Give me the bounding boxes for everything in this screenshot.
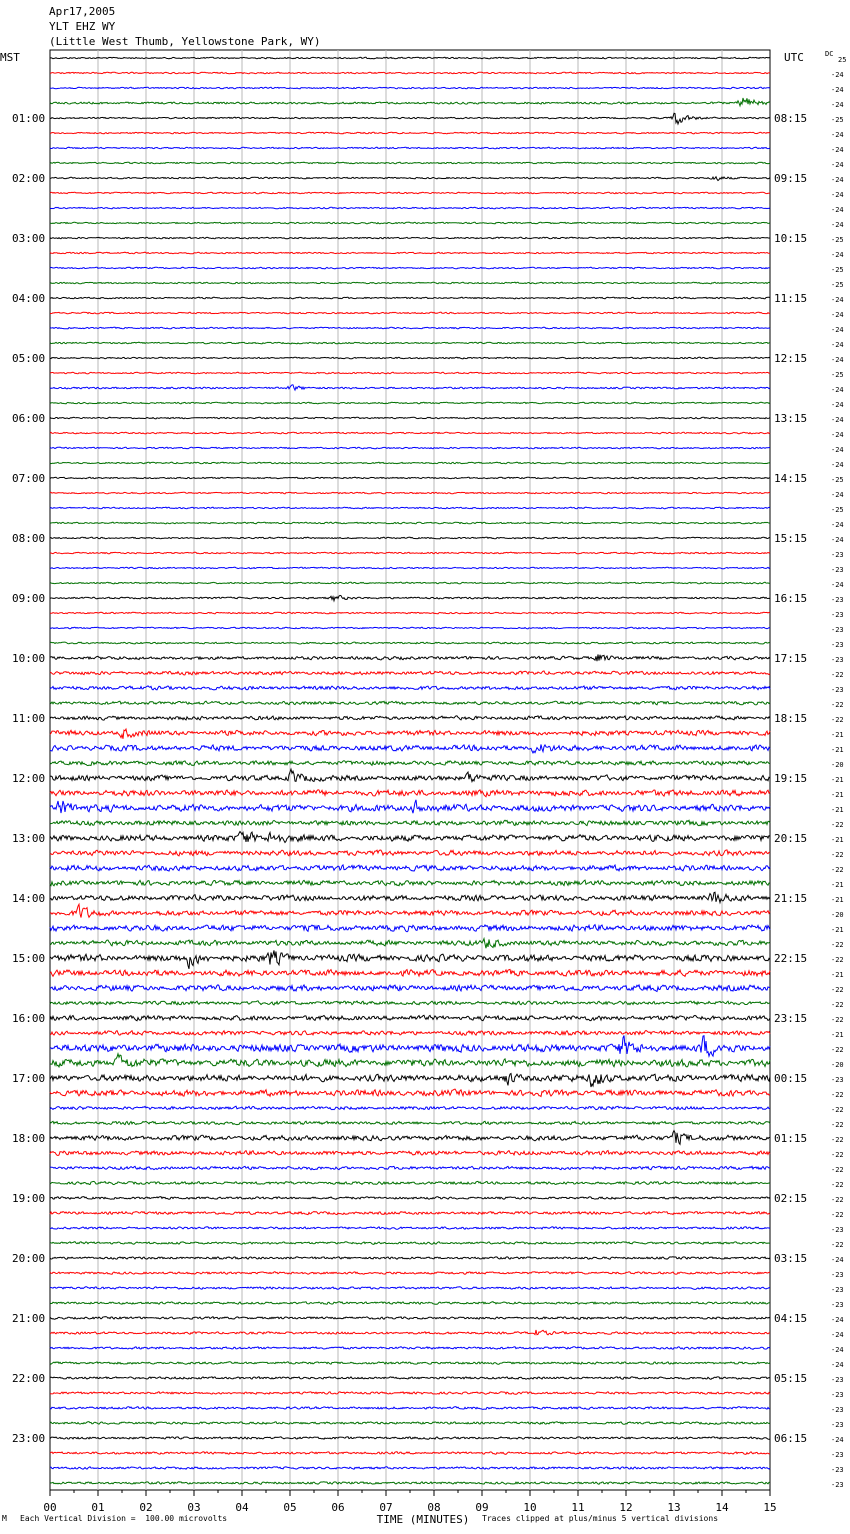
- trace-row-92: [50, 1437, 770, 1440]
- trace-row-9: [50, 192, 770, 194]
- seismic-traces: [50, 57, 770, 1484]
- trace-row-5: [50, 132, 770, 134]
- trace-row-77: [50, 1212, 770, 1215]
- dc-offset-label: -22: [831, 1181, 844, 1189]
- mst-hour-label: 22:00: [12, 1372, 46, 1385]
- mst-hour-label: 02:00: [12, 172, 46, 185]
- dc-offset-label: -24: [831, 491, 844, 499]
- trace-row-26: [50, 447, 770, 449]
- trace-row-90: [50, 1407, 770, 1410]
- mst-hour-label: 18:00: [12, 1132, 46, 1145]
- dc-offset-label: -23: [831, 686, 844, 694]
- dc-offset-label: -22: [831, 1196, 844, 1204]
- trace-row-29: [50, 492, 770, 494]
- trace-row-1: [50, 72, 770, 74]
- trace-row-31: [50, 522, 770, 524]
- trace-row-49: [50, 790, 770, 797]
- dc-offset-label: -25: [831, 476, 844, 484]
- trace-row-17: [50, 312, 770, 314]
- dc-offset-label: -24: [831, 296, 844, 304]
- mst-hour-label: 16:00: [12, 1012, 46, 1025]
- trace-row-2: [50, 87, 770, 89]
- dc-offset-label: -21: [831, 806, 844, 814]
- trace-row-20: [50, 357, 770, 359]
- dc-offset-label: -21: [831, 791, 844, 799]
- trace-row-80: [50, 1257, 770, 1259]
- dc-offset-label: -23: [831, 656, 844, 664]
- dc-offset-label: -21: [831, 896, 844, 904]
- trace-row-38: [50, 627, 770, 629]
- trace-row-32: [50, 537, 770, 539]
- trace-row-62: [50, 985, 770, 992]
- trace-row-28: [50, 477, 770, 479]
- dc-offset-label: -24: [831, 311, 844, 319]
- dc-offset-label: -24: [831, 221, 844, 229]
- trace-row-43: [50, 701, 770, 705]
- dc-offset-label: -22: [831, 866, 844, 874]
- dc-offset-label: -22: [831, 1166, 844, 1174]
- trace-row-95: [50, 1482, 770, 1485]
- utc-hour-label: 20:15: [774, 832, 808, 845]
- trace-row-33: [50, 552, 770, 554]
- trace-row-45: [50, 729, 770, 739]
- utc-hour-label: 01:15: [774, 1132, 808, 1145]
- trace-row-60: [50, 950, 770, 968]
- trace-row-72: [50, 1131, 770, 1145]
- dc-offset-label: -24: [831, 1316, 844, 1324]
- trace-row-67: [50, 1054, 770, 1067]
- trace-row-85: [50, 1330, 770, 1335]
- trace-row-57: [50, 904, 770, 917]
- utc-hour-label: 00:15: [774, 1072, 808, 1085]
- x-axis-title: TIME (MINUTES): [376, 1513, 470, 1526]
- dc-offset-label: -23: [831, 1481, 844, 1489]
- x-tick-label: 01: [91, 1501, 105, 1514]
- utc-hour-label: 11:15: [774, 292, 808, 305]
- dc-offset-label: -24: [831, 1361, 844, 1369]
- trace-row-4: [50, 113, 770, 124]
- dc-offset-label: -22: [831, 1211, 844, 1219]
- trace-row-56: [50, 892, 770, 902]
- dc-offset-label: -25: [831, 266, 844, 274]
- x-tick-label: 13: [667, 1501, 681, 1514]
- trace-row-37: [50, 612, 770, 614]
- dc-offset-label: -24: [831, 416, 844, 424]
- trace-row-91: [50, 1422, 770, 1425]
- mst-hour-label: 08:00: [12, 532, 46, 545]
- trace-row-93: [50, 1452, 770, 1455]
- mst-hour-label: 14:00: [12, 892, 46, 905]
- x-tick-label: 02: [139, 1501, 153, 1514]
- trace-row-50: [50, 800, 770, 813]
- trace-row-23: [50, 402, 770, 404]
- trace-row-42: [50, 686, 770, 690]
- dc-offset-label: -22: [831, 1136, 844, 1144]
- dc-offset-label: -22: [831, 1121, 844, 1129]
- trace-row-13: [50, 252, 770, 254]
- x-tick-label: 11: [571, 1501, 585, 1514]
- dc-offset-label: -21: [831, 1031, 844, 1039]
- dc-offset-label: -23: [831, 1406, 844, 1414]
- dc-offset-label: -25: [831, 116, 844, 124]
- trace-row-63: [50, 1001, 770, 1005]
- dc-offset-label: -25: [831, 236, 844, 244]
- dc-offset-label: -21: [831, 746, 844, 754]
- trace-row-75: [50, 1181, 770, 1184]
- header-station: YLT EHZ WY: [49, 20, 116, 33]
- dc-offset-label: -24: [831, 386, 844, 394]
- dc-offset-label: -24: [831, 251, 844, 259]
- utc-hour-label: 02:15: [774, 1192, 808, 1205]
- x-tick-label: 12: [619, 1501, 633, 1514]
- utc-hour-label: 05:15: [774, 1372, 808, 1385]
- mst-hour-label: 04:00: [12, 292, 46, 305]
- dc-offset-label: -21: [831, 926, 844, 934]
- utc-hour-label: 03:15: [774, 1252, 808, 1265]
- dc-offset-label: -24: [831, 461, 844, 469]
- dc-offset-label: -22: [831, 941, 844, 949]
- dc-offset-label: -22: [831, 821, 844, 829]
- mst-hour-label: 11:00: [12, 712, 46, 725]
- dc-offset-label: -24: [831, 191, 844, 199]
- mst-hour-label: 17:00: [12, 1072, 46, 1085]
- dc-offset-label: -24: [831, 521, 844, 529]
- trace-row-16: [50, 297, 770, 299]
- trace-row-8: [50, 177, 770, 181]
- dc-offset-label: -23: [831, 1466, 844, 1474]
- dc-offset-label: -23: [831, 1376, 844, 1384]
- trace-row-6: [50, 147, 770, 149]
- mst-hour-label: 21:00: [12, 1312, 46, 1325]
- dc-offset-label: -24: [831, 536, 844, 544]
- dc-offset-label: -24: [831, 581, 844, 589]
- dc-offset-label: -23: [831, 641, 844, 649]
- mst-hour-label: 19:00: [12, 1192, 46, 1205]
- utc-hour-label: 15:15: [774, 532, 808, 545]
- trace-row-86: [50, 1347, 770, 1350]
- dc-offset-label: -20: [831, 1061, 844, 1069]
- dc-offset-label: -20: [831, 911, 844, 919]
- dc-offset-label: -21: [831, 881, 844, 889]
- trace-row-59: [50, 939, 770, 949]
- dc-offset-label: -23: [831, 1271, 844, 1279]
- dc-offset-label: -23: [831, 551, 844, 559]
- dc-offset-label: -24: [831, 101, 844, 109]
- corner-mark: M: [2, 1514, 7, 1523]
- dc-label: DC: [825, 50, 834, 58]
- trace-row-94: [50, 1467, 770, 1470]
- trace-row-70: [50, 1106, 770, 1110]
- utc-hour-label: 08:15: [774, 112, 808, 125]
- utc-hour-label: 21:15: [774, 892, 808, 905]
- dc-offset-label: -24: [831, 401, 844, 409]
- trace-row-51: [50, 820, 770, 826]
- dc-offset-label: -24: [831, 86, 844, 94]
- dc-offset-label: -23: [831, 1286, 844, 1294]
- dc-offset-label: -24: [831, 1346, 844, 1354]
- header-date: Apr17,2005: [49, 5, 116, 18]
- x-tick-label: 14: [715, 1501, 729, 1514]
- trace-row-48: [50, 769, 770, 781]
- trace-row-34: [50, 567, 770, 569]
- utc-hour-label: 18:15: [774, 712, 808, 725]
- trace-row-54: [50, 865, 770, 871]
- trace-row-12: [50, 237, 770, 239]
- trace-row-44: [50, 716, 770, 720]
- mst-hour-label: 15:00: [12, 952, 46, 965]
- trace-row-30: [50, 507, 770, 509]
- trace-row-22: [50, 385, 770, 390]
- trace-row-89: [50, 1392, 770, 1395]
- mst-hour-label: 06:00: [12, 412, 46, 425]
- dc-offset-label: -20: [831, 761, 844, 769]
- dc-offset-label: -24: [831, 431, 844, 439]
- dc-offset-label: -23: [831, 566, 844, 574]
- x-tick-label: 06: [331, 1501, 345, 1514]
- trace-row-66: [50, 1036, 770, 1057]
- dc-offset-label: -24: [831, 161, 844, 169]
- dc-offset-label: -24: [831, 1331, 844, 1339]
- trace-row-76: [50, 1197, 770, 1200]
- dc-offset-label: -22: [831, 1241, 844, 1249]
- x-tick-label: 10: [523, 1501, 537, 1514]
- dc-offset-label: -24: [831, 356, 844, 364]
- dc-offset-label: -22: [831, 1106, 844, 1114]
- dc-offset-label: -24: [831, 131, 844, 139]
- x-tick-label: 03: [187, 1501, 201, 1514]
- utc-hour-label: 09:15: [774, 172, 808, 185]
- trace-row-47: [50, 761, 770, 766]
- trace-row-35: [50, 582, 770, 584]
- trace-row-84: [50, 1317, 770, 1320]
- dc-offset-label: 25: [838, 56, 847, 64]
- mst-hour-label: 13:00: [12, 832, 46, 845]
- trace-row-39: [50, 642, 770, 644]
- clip-note: Traces clipped at plus/minus 5 vertical divisions: [482, 1514, 719, 1523]
- mst-hour-label: 09:00: [12, 592, 46, 605]
- trace-row-73: [50, 1151, 770, 1156]
- dc-offset-label: -22: [831, 1016, 844, 1024]
- dc-offset-label: -22: [831, 701, 844, 709]
- utc-hour-label: 19:15: [774, 772, 808, 785]
- utc-hour-label: 04:15: [774, 1312, 808, 1325]
- dc-offset-label: -23: [831, 596, 844, 604]
- trace-row-83: [50, 1302, 770, 1305]
- x-tick-label: 04: [235, 1501, 249, 1514]
- dc-offset-label: -23: [831, 1451, 844, 1459]
- trace-row-24: [50, 417, 770, 419]
- dc-offset-label: -21: [831, 971, 844, 979]
- dc-offset-label: -24: [831, 326, 844, 334]
- x-tick-label: 05: [283, 1501, 297, 1514]
- trace-row-7: [50, 162, 770, 164]
- dc-offset-label: -22: [831, 1046, 844, 1054]
- trace-row-11: [50, 222, 770, 224]
- dc-offset-label: -24: [831, 446, 844, 454]
- utc-axis-label: UTC: [784, 51, 804, 64]
- utc-hour-label: 22:15: [774, 952, 808, 965]
- utc-hour-label: 06:15: [774, 1432, 808, 1445]
- trace-row-53: [50, 850, 770, 856]
- trace-row-78: [50, 1227, 770, 1229]
- dc-offset-label: -21: [831, 731, 844, 739]
- trace-row-82: [50, 1287, 770, 1290]
- dc-offset-label: -23: [831, 1301, 844, 1309]
- dc-offset-label: -23: [831, 611, 844, 619]
- dc-offset-label: -22: [831, 986, 844, 994]
- dc-offset-label: -25: [831, 371, 844, 379]
- dc-offset-label: -24: [831, 206, 844, 214]
- trace-row-36: [50, 595, 770, 600]
- x-tick-label: 08: [427, 1501, 441, 1514]
- utc-hour-label: 13:15: [774, 412, 808, 425]
- dc-offset-label: -22: [831, 851, 844, 859]
- trace-row-3: [50, 98, 770, 106]
- dc-offset-label: -21: [831, 776, 844, 784]
- trace-row-41: [50, 671, 770, 675]
- utc-hour-label: 16:15: [774, 592, 808, 605]
- trace-row-69: [50, 1089, 770, 1096]
- dc-offset-label: -24: [831, 71, 844, 79]
- mst-hour-label: 20:00: [12, 1252, 46, 1265]
- dc-offset-label: -25: [831, 281, 844, 289]
- utc-hour-label: 17:15: [774, 652, 808, 665]
- trace-row-71: [50, 1121, 770, 1125]
- x-tick-label: 00: [43, 1501, 57, 1514]
- trace-row-81: [50, 1272, 770, 1275]
- trace-row-46: [50, 745, 770, 753]
- trace-row-21: [50, 372, 770, 374]
- trace-row-64: [50, 1015, 770, 1021]
- trace-row-55: [50, 880, 770, 886]
- mst-hour-label: 01:00: [12, 112, 46, 125]
- dc-offset-label: -23: [831, 626, 844, 634]
- trace-row-0: [50, 57, 770, 59]
- dc-offset-label: -22: [831, 716, 844, 724]
- utc-hour-label: 14:15: [774, 472, 808, 485]
- dc-offset-label: -23: [831, 1076, 844, 1084]
- header-location: (Little West Thumb, Yellowstone Park, WY): [49, 35, 321, 48]
- trace-row-65: [50, 1031, 770, 1036]
- trace-row-25: [50, 432, 770, 434]
- trace-row-58: [50, 925, 770, 932]
- trace-row-15: [50, 282, 770, 284]
- trace-row-87: [50, 1362, 770, 1365]
- dc-offset-label: -23: [831, 1391, 844, 1399]
- trace-row-27: [50, 462, 770, 464]
- mst-hour-label: 07:00: [12, 472, 46, 485]
- mst-hour-label: 03:00: [12, 232, 46, 245]
- dc-offset-label: -23: [831, 1226, 844, 1234]
- mst-axis-label: MST: [0, 51, 20, 64]
- utc-hour-label: 12:15: [774, 352, 808, 365]
- dc-offset-label: -24: [831, 176, 844, 184]
- trace-row-19: [50, 342, 770, 344]
- scale-note: Each Vertical Division = 100.00 microvolts: [20, 1514, 228, 1523]
- x-tick-label: 07: [379, 1501, 393, 1514]
- mst-hour-label: 05:00: [12, 352, 46, 365]
- dc-offset-label: -22: [831, 671, 844, 679]
- trace-row-14: [50, 267, 770, 269]
- trace-row-68: [50, 1074, 770, 1088]
- dc-offset-label: -22: [831, 1001, 844, 1009]
- dc-offset-label: -22: [831, 1151, 844, 1159]
- dc-offset-label: -22: [831, 1091, 844, 1099]
- mst-hour-label: 23:00: [12, 1432, 46, 1445]
- mst-hour-label: 10:00: [12, 652, 46, 665]
- trace-row-74: [50, 1166, 770, 1169]
- trace-row-18: [50, 327, 770, 329]
- dc-offset-label: -24: [831, 146, 844, 154]
- trace-row-52: [50, 832, 770, 843]
- trace-row-40: [50, 654, 770, 661]
- utc-hour-label: 10:15: [774, 232, 808, 245]
- x-tick-label: 09: [475, 1501, 489, 1514]
- dc-offset-label: -23: [831, 1421, 844, 1429]
- x-axis: [43, 1490, 776, 1514]
- dc-offset-label: -24: [831, 1256, 844, 1264]
- utc-hour-label: 23:15: [774, 1012, 808, 1025]
- dc-offset-label: -24: [831, 341, 844, 349]
- dc-offset-label: -21: [831, 836, 844, 844]
- dc-offset-label: -25: [831, 506, 844, 514]
- dc-offset-label: -22: [831, 956, 844, 964]
- trace-row-88: [50, 1377, 770, 1380]
- dc-offset-label: -24: [831, 1436, 844, 1444]
- trace-row-10: [50, 207, 770, 209]
- trace-row-61: [50, 969, 770, 976]
- trace-row-79: [50, 1242, 770, 1245]
- mst-hour-label: 12:00: [12, 772, 46, 785]
- x-tick-label: 15: [763, 1501, 777, 1514]
